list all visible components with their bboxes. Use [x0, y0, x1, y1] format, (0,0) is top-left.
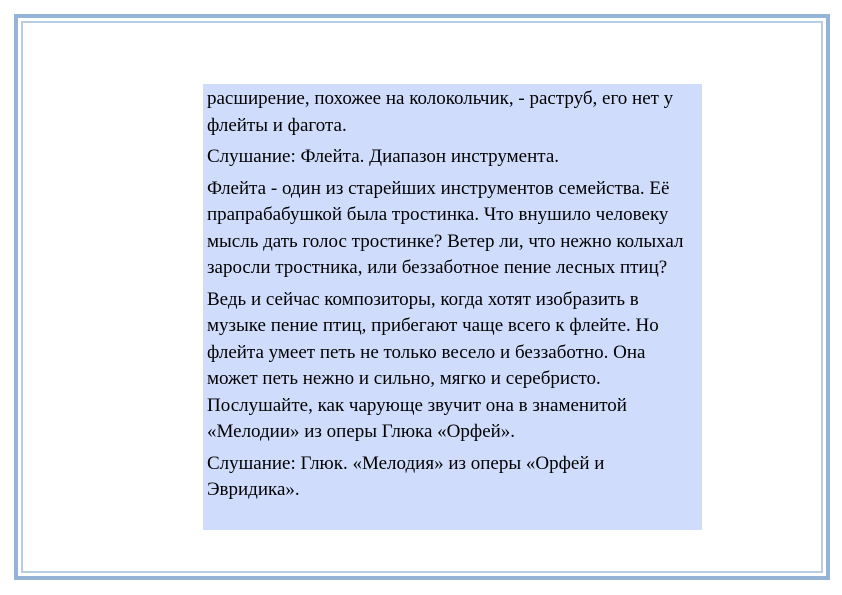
paragraph-flute-birdsong: Ведь и сейчас композиторы, когда хотят изобразить в музыке пение птиц, прибегают чаще всего к флейте. Но флейта умеет петь не только весело и беззаботно. Она может петь нежно и сильно, мягко и серебристо. Послушайте, как чарующе звучит она в знаменитой «Мелодии» из оперы Глюка «Орфей».	[207, 288, 659, 442]
paragraph-bell-description: расширение, похожее на колокольчик, - раструб, его нет у флейты и фагота.	[207, 88, 674, 136]
paragraph-listening-flute-range: Слушание: Флейта. Диапазон инструмента.	[207, 146, 560, 167]
text-box	[203, 84, 702, 530]
paragraph-flute-history: Флейта - один из старейших инструментов семейства. Её прапрабабушкой была тростинка. Что внушило человеку мысль дать голос тростинке? Ветер ли, что нежно колыхал заросли тростника, или беззаботное пение лесных птиц?	[207, 177, 684, 278]
paragraph-listening-gluck-melody: Слушание: Глюк. «Мелодия» из оперы «Орфей и Эвридика».	[207, 452, 605, 500]
